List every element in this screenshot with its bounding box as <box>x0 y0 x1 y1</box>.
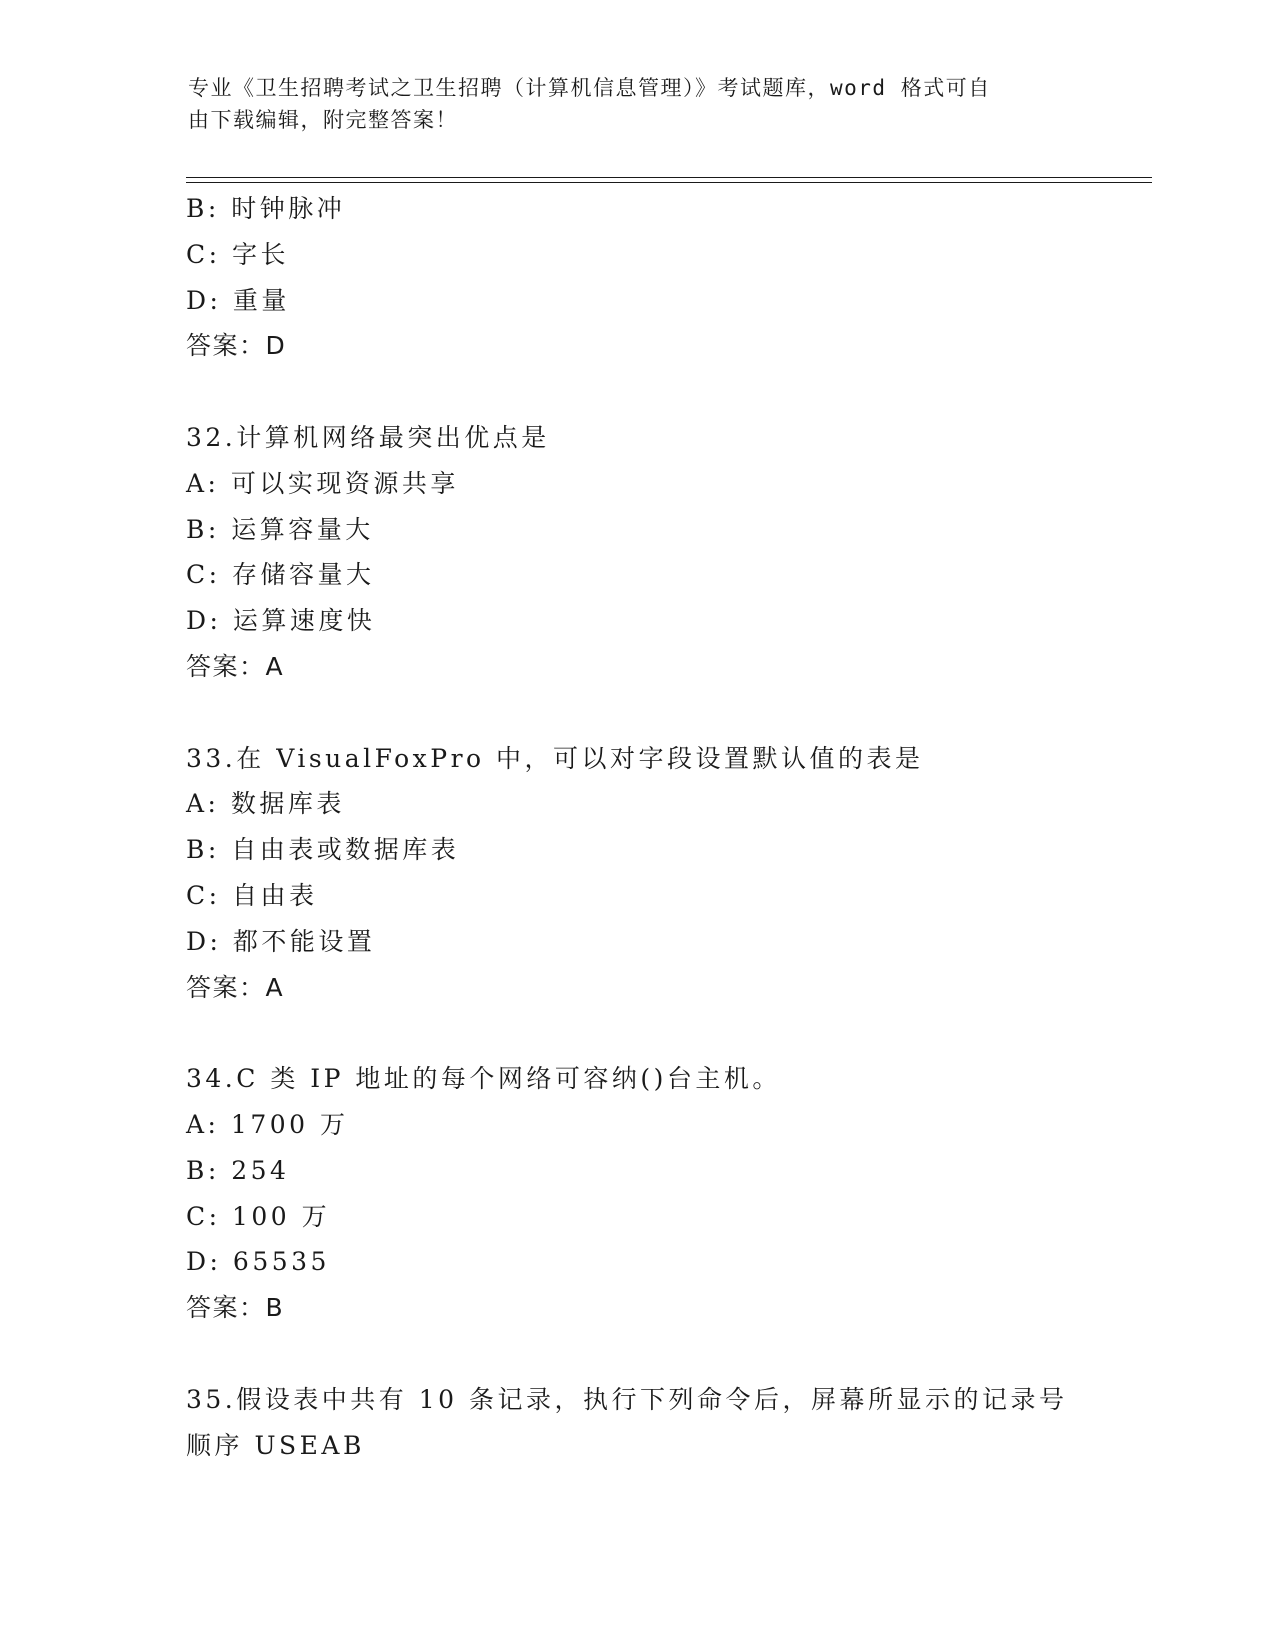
option-c: C: 字长 <box>186 239 289 269</box>
option-a: A: 可以实现资源共享 <box>186 468 459 498</box>
question-list <box>186 186 1146 1468</box>
option-b: B: 运算容量大 <box>186 514 374 544</box>
header-line-1: 专业《卫生招聘考试之卫生招聘（计算机信息管理）》考试题库，word 格式可自 <box>188 76 991 100</box>
header-line-2: 由下载编辑，附完整答案！ <box>188 108 458 132</box>
question-stem: 32.计算机网络最突出优点是 <box>186 422 550 452</box>
option-c: C: 100 万 <box>186 1201 331 1231</box>
option-d: D: 重量 <box>186 285 290 315</box>
document-header <box>188 72 1068 136</box>
header-divider-bottom <box>186 182 1152 183</box>
option-d: D: 都不能设置 <box>186 926 376 956</box>
question-32 <box>186 415 1146 690</box>
option-a: A: 1700 万 <box>186 1109 349 1139</box>
question-stem: 33.在 VisualFoxPro 中，可以对字段设置默认值的表是 <box>186 743 924 773</box>
question-stem-line-2: 顺序 USEAB <box>186 1430 365 1460</box>
question-stem-line-1: 35.假设表中共有 10 条记录，执行下列命令后，屏幕所显示的记录号 <box>186 1384 1068 1414</box>
question-34 <box>186 1056 1146 1331</box>
option-b: B: 自由表或数据库表 <box>186 835 460 865</box>
answer-label: 答案：B <box>186 1293 285 1323</box>
spacer <box>186 1331 1146 1377</box>
answer-label: 答案：A <box>186 972 285 1002</box>
question-33 <box>186 736 1146 1011</box>
option-c: C: 存储容量大 <box>186 560 375 590</box>
option-b: B: 时钟脉冲 <box>186 194 346 223</box>
spacer <box>186 690 1146 736</box>
question-stem: 34.C 类 IP 地址的每个网络可容纳()台主机。 <box>186 1064 781 1094</box>
option-c: C: 自由表 <box>186 880 318 910</box>
option-a: A: 数据库表 <box>186 789 345 819</box>
header-divider-top <box>186 177 1152 178</box>
option-b: B: 254 <box>186 1155 290 1185</box>
spacer <box>186 1010 1146 1056</box>
answer-label: 答案：D <box>186 331 287 361</box>
question-31-continued <box>186 186 1146 369</box>
answer-label: 答案：A <box>186 651 285 681</box>
option-d: D: 65535 <box>186 1247 330 1277</box>
spacer <box>186 369 1146 415</box>
option-d: D: 运算速度快 <box>186 606 376 636</box>
question-35 <box>186 1377 1146 1469</box>
